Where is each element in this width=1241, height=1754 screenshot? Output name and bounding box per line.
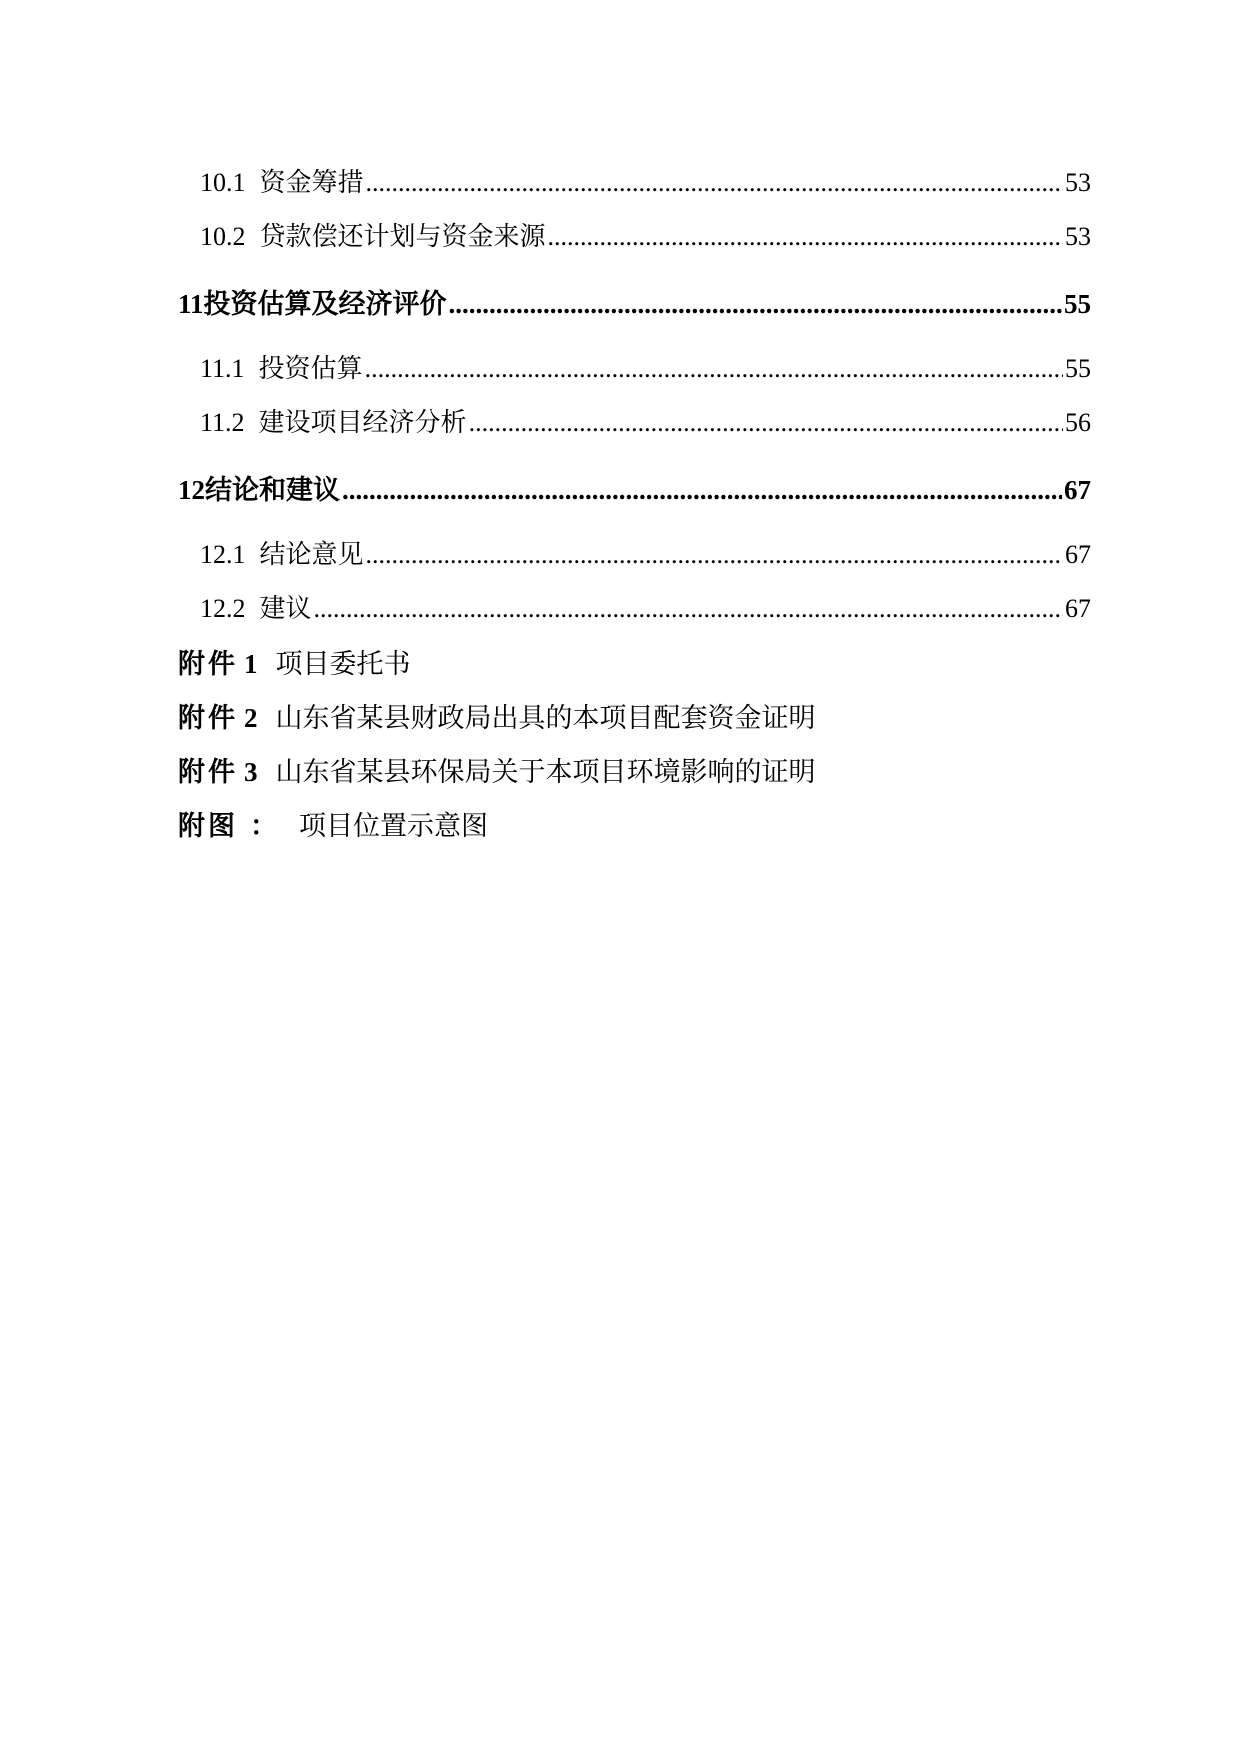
- toc-entry-title: 结论意见: [259, 540, 364, 570]
- toc-entry-number: 11.2: [200, 408, 245, 437]
- toc-entry-title: 资金筹措: [259, 168, 364, 198]
- toc-entry-page: 67: [1065, 594, 1091, 623]
- dot-leader: [449, 289, 1062, 320]
- toc-entry-title: 建设项目经济分析: [258, 408, 467, 438]
- toc-entry-number: 10.1: [200, 168, 246, 197]
- toc-entry-11-1[interactable]: [200, 348, 1091, 385]
- appendix-description: 项目委托书: [275, 649, 411, 680]
- toc-entry-11-2[interactable]: [200, 402, 1091, 439]
- toc-chapter-number: 11: [178, 289, 204, 319]
- dot-leader: [314, 594, 1063, 624]
- toc-entry-10-2[interactable]: [200, 216, 1091, 253]
- appendix-3[interactable]: [178, 750, 816, 789]
- toc-chapter-title: 结论和建议: [205, 475, 340, 506]
- toc-entry-number: 10.2: [200, 222, 246, 251]
- appendix-description: 山东省某县财政局出具的本项目配套资金证明: [275, 703, 816, 734]
- toc-chapter-page: 55: [1064, 289, 1091, 319]
- dot-leader: [342, 475, 1062, 506]
- toc-chapter-12[interactable]: [178, 468, 1091, 507]
- toc-entry-page: 56: [1065, 408, 1091, 437]
- toc-entry-number: 12.2: [200, 594, 246, 623]
- appendix-2[interactable]: [178, 696, 816, 735]
- toc-entry-page: 67: [1065, 540, 1091, 569]
- toc-entry-12-1[interactable]: [200, 534, 1091, 571]
- appendix-figure[interactable]: [178, 804, 488, 843]
- dot-leader: [365, 354, 1063, 384]
- dot-leader: [366, 168, 1063, 198]
- appendix-number: 1: [244, 649, 258, 679]
- appendix-label: 附图: [178, 811, 238, 842]
- appendix-description: 项目位置示意图: [299, 811, 488, 842]
- appendix-number: 2: [244, 703, 258, 733]
- toc-chapter-11[interactable]: [178, 282, 1091, 321]
- toc-chapter-page: 67: [1064, 475, 1091, 505]
- dot-leader: [469, 408, 1063, 438]
- toc-entry-title: 投资估算: [258, 354, 363, 384]
- toc-entry-page: 53: [1065, 168, 1091, 197]
- toc-entry-page: 55: [1065, 354, 1091, 383]
- toc-chapter-title: 投资估算及经济评价: [203, 289, 447, 320]
- dot-leader: [366, 540, 1063, 570]
- toc-entry-number: 11.1: [200, 354, 245, 383]
- appendix-1[interactable]: [178, 642, 411, 681]
- toc-entry-title: 建议: [259, 594, 312, 624]
- toc-entry-number: 12.1: [200, 540, 246, 569]
- toc-chapter-number: 12: [178, 475, 205, 505]
- toc-entry-page: 53: [1065, 222, 1091, 251]
- dot-leader: [548, 222, 1063, 252]
- appendix-colon: ：: [250, 811, 277, 842]
- appendix-label: 附件: [178, 757, 238, 788]
- appendix-number: 3: [244, 757, 258, 787]
- appendix-label: 附件: [178, 703, 238, 734]
- toc-entry-title: 贷款偿还计划与资金来源: [259, 222, 546, 252]
- appendix-label: 附件: [178, 649, 238, 680]
- toc-entry-10-1[interactable]: [200, 162, 1091, 199]
- appendix-description: 山东省某县环保局关于本项目环境影响的证明: [275, 757, 816, 788]
- toc-entry-12-2[interactable]: [200, 588, 1091, 625]
